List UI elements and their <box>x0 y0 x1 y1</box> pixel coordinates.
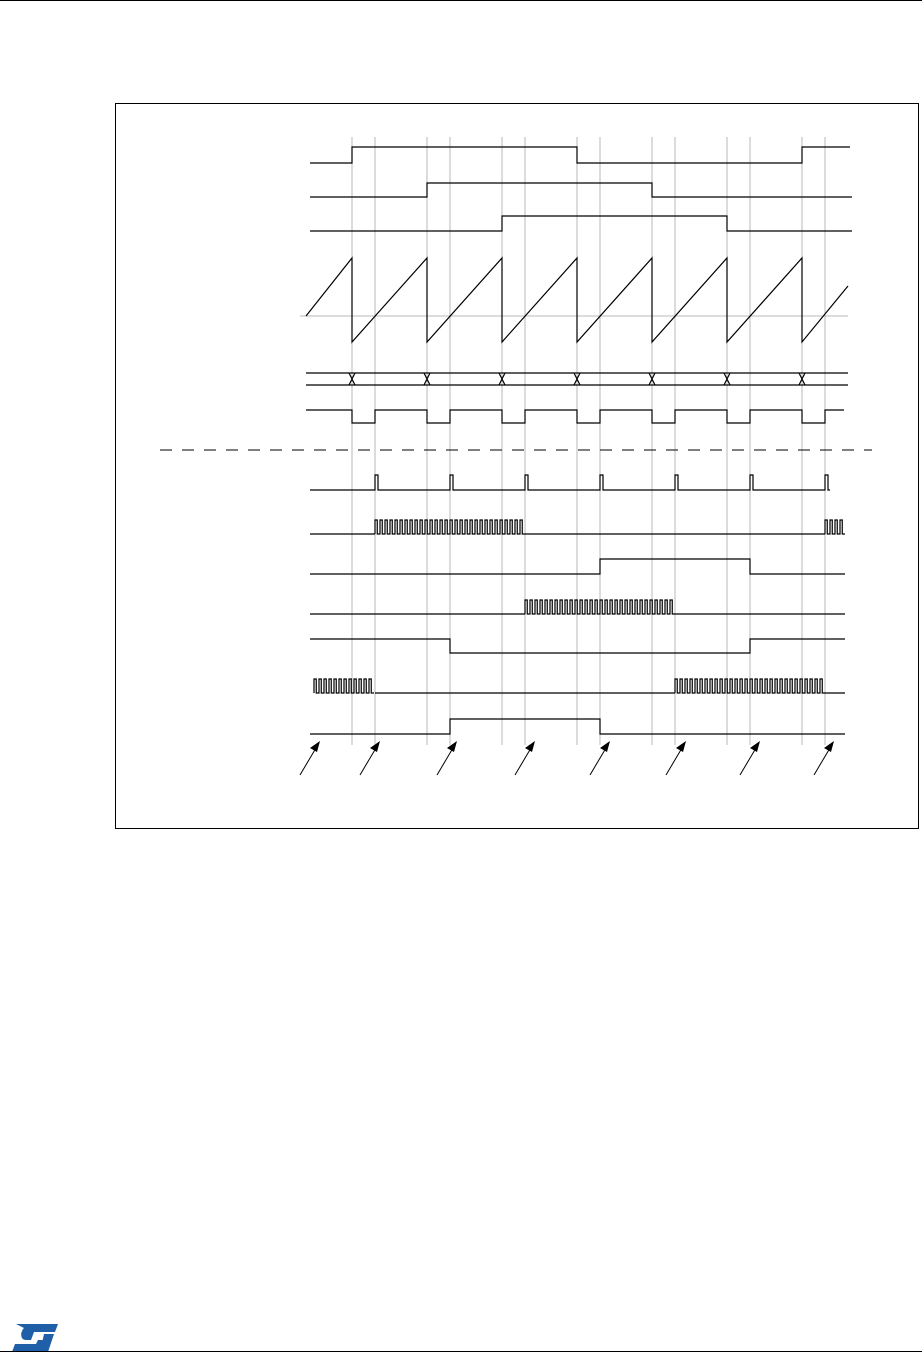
event-arrowhead-4 <box>600 741 610 752</box>
page-bottom-rule <box>0 1351 922 1352</box>
wave-burst-e-2 <box>675 679 825 693</box>
wave-burst-b-1 <box>525 600 675 614</box>
event-arrow-shaft-7 <box>814 748 830 775</box>
wave-counter-sawtooth <box>306 258 848 342</box>
guide-lines <box>352 137 825 745</box>
wave-burst-a-1 <box>375 520 525 534</box>
wave-signal-2 <box>310 183 852 197</box>
event-arrow-shaft-2 <box>437 748 453 775</box>
waveforms <box>306 147 852 734</box>
wave-burst-e-1 <box>314 679 374 693</box>
event-arrow-shaft-0 <box>300 748 316 775</box>
event-arrow-shaft-6 <box>740 748 756 775</box>
event-arrowhead-3 <box>525 741 535 752</box>
wave-pulse-low <box>306 410 844 423</box>
event-arrow-shaft-3 <box>515 748 531 775</box>
wave-signal-3 <box>310 216 852 231</box>
event-arrows <box>300 741 834 775</box>
event-arrow-shaft-5 <box>666 748 682 775</box>
event-arrow-shaft-1 <box>360 748 376 775</box>
wave-narrow-pulse <box>310 475 830 490</box>
event-arrow-shaft-4 <box>590 748 606 775</box>
event-arrowhead-2 <box>447 741 457 752</box>
event-arrowhead-6 <box>750 741 760 752</box>
event-arrowhead-0 <box>310 741 320 752</box>
event-arrowhead-5 <box>676 741 686 752</box>
wave-signal-1 <box>310 147 850 163</box>
wave-burst-a-2 <box>825 520 845 534</box>
